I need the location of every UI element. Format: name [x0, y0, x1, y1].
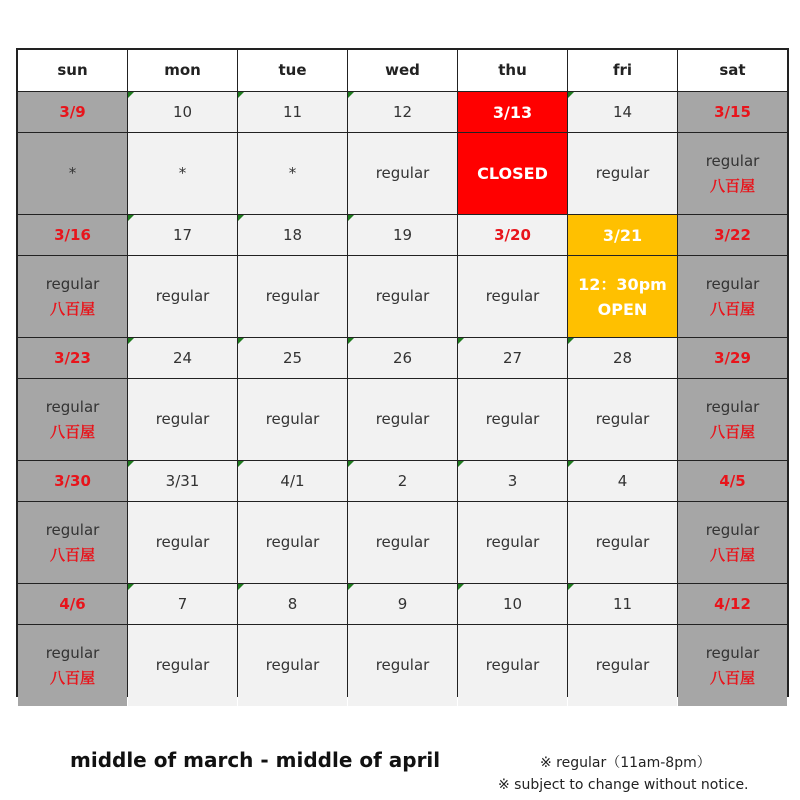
schedule-text: regular	[485, 287, 540, 305]
schedule-text: regular	[485, 533, 540, 551]
schedule-text: OPEN	[597, 299, 648, 319]
schedule-text: regular	[705, 643, 760, 662]
schedule-text: regular	[705, 397, 760, 416]
date-cell: 3/29	[678, 338, 787, 378]
schedule-cell	[678, 133, 787, 214]
date-cell: 3/9	[18, 92, 127, 132]
schedule-text: regular	[265, 656, 320, 674]
yaoya-label: 八百屋	[709, 422, 755, 441]
schedule-cell	[128, 625, 237, 706]
schedule-text: regular	[375, 287, 430, 305]
schedule-text: regular	[375, 656, 430, 674]
schedule-text: regular	[45, 520, 100, 539]
schedule-text: regular	[705, 520, 760, 539]
date-cell: 24	[128, 338, 237, 378]
schedule-cell	[348, 133, 457, 214]
date-cell: 3/13	[458, 92, 567, 132]
schedule-text: regular	[595, 410, 650, 428]
date-cell: 4/1	[238, 461, 347, 501]
regular-hours-note: ※ regular（11am-8pm）	[540, 755, 711, 771]
date-cell: 9	[348, 584, 457, 624]
date-cell: 2	[348, 461, 457, 501]
schedule-cell	[678, 502, 787, 583]
weekday-header-fri: fri	[568, 50, 677, 91]
yaoya-label: 八百屋	[49, 545, 95, 564]
schedule-text: regular	[375, 164, 430, 182]
date-cell: 3/23	[18, 338, 127, 378]
schedule-cell	[128, 502, 237, 583]
date-cell: 7	[128, 584, 237, 624]
schedule-text: regular	[705, 274, 760, 293]
schedule-text: regular	[45, 397, 100, 416]
date-cell: 4/5	[678, 461, 787, 501]
schedule-text: regular	[155, 287, 210, 305]
weekday-header-mon: mon	[128, 50, 237, 91]
schedule-cell	[18, 625, 127, 706]
date-cell: 26	[348, 338, 457, 378]
date-cell: 8	[238, 584, 347, 624]
schedule-cell	[348, 379, 457, 460]
schedule-cell	[238, 256, 347, 337]
date-cell: 4	[568, 461, 677, 501]
schedule-cell	[568, 256, 677, 337]
schedule-cell	[568, 133, 677, 214]
date-cell: 17	[128, 215, 237, 255]
schedule-text: regular	[45, 274, 100, 293]
schedule-cell	[18, 256, 127, 337]
schedule-cell	[348, 625, 457, 706]
date-cell: 4/12	[678, 584, 787, 624]
schedule-text: regular	[265, 410, 320, 428]
weekday-header-thu: thu	[458, 50, 567, 91]
date-cell: 18	[238, 215, 347, 255]
schedule-cell	[128, 256, 237, 337]
yaoya-label: 八百屋	[709, 545, 755, 564]
weekday-header-sat: sat	[678, 50, 787, 91]
schedule-text: regular	[265, 533, 320, 551]
yaoya-label: 八百屋	[709, 176, 755, 195]
period-title: middle of march - middle of april	[70, 748, 441, 772]
schedule-cell	[458, 256, 567, 337]
schedule-text: *	[68, 164, 77, 182]
schedule-text: *	[288, 164, 297, 182]
schedule-text: regular	[155, 533, 210, 551]
date-cell: 11	[238, 92, 347, 132]
schedule-text: regular	[155, 656, 210, 674]
schedule-cell	[128, 133, 237, 214]
date-cell: 3/30	[18, 461, 127, 501]
schedule-cell	[458, 379, 567, 460]
schedule-text: regular	[155, 410, 210, 428]
schedule-text: regular	[595, 164, 650, 182]
yaoya-label: 八百屋	[709, 299, 755, 318]
date-cell: 3/31	[128, 461, 237, 501]
change-notice: ※ subject to change without notice.	[498, 777, 749, 793]
date-cell: 3/16	[18, 215, 127, 255]
schedule-cell	[458, 133, 567, 214]
date-cell: 19	[348, 215, 457, 255]
schedule-cell	[458, 625, 567, 706]
date-cell: 27	[458, 338, 567, 378]
schedule-text: CLOSED	[477, 164, 548, 183]
yaoya-label: 八百屋	[49, 299, 95, 318]
schedule-cell	[238, 625, 347, 706]
date-cell: 3/15	[678, 92, 787, 132]
date-cell: 10	[128, 92, 237, 132]
schedule-cell	[568, 379, 677, 460]
date-cell: 4/6	[18, 584, 127, 624]
schedule-cell	[238, 379, 347, 460]
schedule-cell	[18, 379, 127, 460]
schedule-text: regular	[485, 656, 540, 674]
date-cell: 3/22	[678, 215, 787, 255]
date-cell: 3/20	[458, 215, 567, 255]
date-cell: 3/21	[568, 215, 677, 255]
schedule-cell	[128, 379, 237, 460]
date-cell: 12	[348, 92, 457, 132]
schedule-text: *	[178, 164, 187, 182]
yaoya-label: 八百屋	[49, 422, 95, 441]
schedule-cell	[18, 502, 127, 583]
schedule-cell	[238, 133, 347, 214]
schedule-cell	[348, 256, 457, 337]
date-cell: 11	[568, 584, 677, 624]
schedule-cell	[568, 502, 677, 583]
schedule-cell	[238, 502, 347, 583]
schedule-cell	[18, 133, 127, 214]
schedule-cell	[348, 502, 457, 583]
schedule-text: regular	[375, 533, 430, 551]
yaoya-label: 八百屋	[49, 668, 95, 687]
yaoya-label: 八百屋	[709, 668, 755, 687]
schedule-cell	[458, 502, 567, 583]
schedule-text: regular	[595, 656, 650, 674]
date-cell: 10	[458, 584, 567, 624]
weekday-header-tue: tue	[238, 50, 347, 91]
date-cell: 25	[238, 338, 347, 378]
date-cell: 3	[458, 461, 567, 501]
date-cell: 28	[568, 338, 677, 378]
schedule-text: regular	[265, 287, 320, 305]
schedule-text: regular	[375, 410, 430, 428]
schedule-cell	[678, 256, 787, 337]
schedule-text: 12：30pm	[578, 274, 667, 294]
schedule-grid	[16, 48, 789, 697]
schedule-cell	[678, 379, 787, 460]
weekday-header-sun: sun	[18, 50, 127, 91]
schedule-text: regular	[45, 643, 100, 662]
weekday-header-wed: wed	[348, 50, 457, 91]
date-cell: 14	[568, 92, 677, 132]
schedule-text: regular	[485, 410, 540, 428]
schedule-text: regular	[595, 533, 650, 551]
schedule-cell	[678, 625, 787, 706]
schedule-text: regular	[705, 151, 760, 170]
schedule-cell	[568, 625, 677, 706]
